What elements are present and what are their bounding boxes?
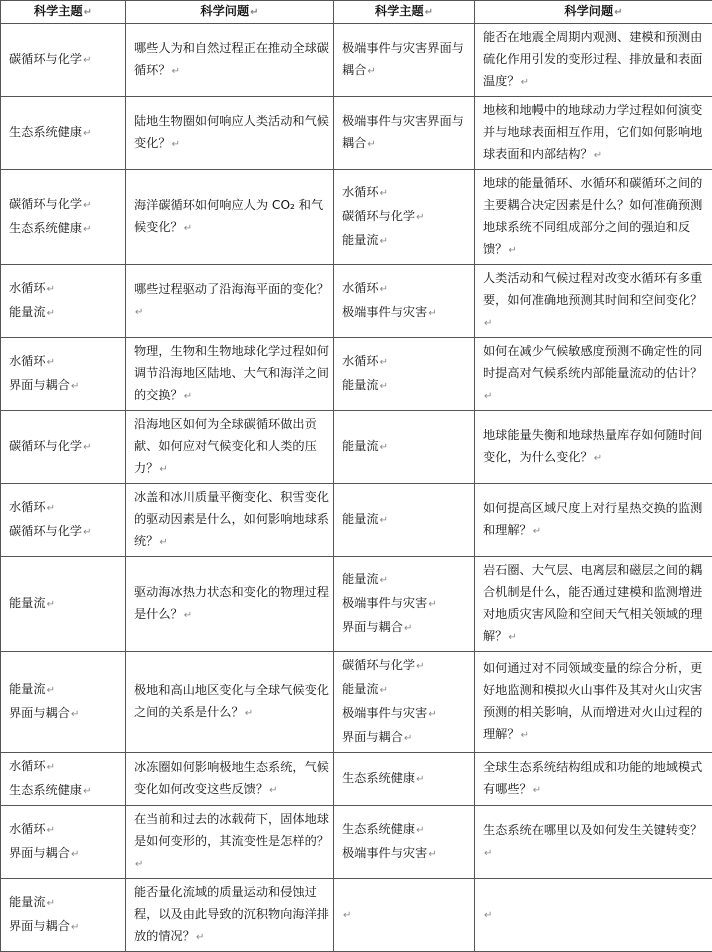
table-row (1, 411, 712, 484)
theme-cell-left (1, 879, 126, 952)
question-cell-right: 能否在地震全周期内观测、建模和预测由硫化作用引发的变形过程、排放量和表面温度？↵ (475, 24, 712, 97)
theme-label: 水循环↵ (9, 277, 121, 301)
question-cell-right: 地核和地幔中的地球动力学过程如何演变并与地球表面相互作用，它们如何影响地球表面和内部结构？↵ (475, 97, 712, 170)
theme-cell-right (334, 265, 475, 338)
header-question-2: 科学问题↵ (475, 1, 712, 24)
header-theme-2: 科学主题↵ (334, 1, 475, 24)
theme-label: 界面与耦合↵ (9, 915, 121, 939)
theme-cell-right (334, 753, 475, 806)
theme-cell-left (1, 484, 126, 557)
theme-label: 水循环↵ (342, 277, 470, 301)
question-cell-left: 哪些人为和自然过程正在推动全球碳循环？↵ (126, 24, 334, 97)
theme-cell-right (334, 97, 475, 170)
theme-label: 碳循环与化学↵ (9, 520, 121, 544)
theme-cell-left (1, 24, 126, 97)
theme-label: 界面与耦合↵ (9, 842, 121, 866)
theme-label: 极端事件与灾害↵ (342, 592, 470, 616)
theme-label: 极端事件与灾害↵ (342, 842, 470, 866)
theme-label: 能量流↵ (9, 678, 121, 702)
question-cell-left: 在当前和过去的冰载荷下，固体地球是如何变形的，其流变性是怎样的？↵ (126, 806, 334, 879)
table-row (1, 879, 712, 952)
theme-cell-left (1, 806, 126, 879)
theme-label: 界面与耦合↵ (342, 616, 470, 640)
question-cell-right: 如何通过对不同领域变量的综合分析，更好地监测和模拟火山事件及其对火山灾害预测的相关影响，从而增进对火山过程的理解？↵ (475, 652, 712, 753)
theme-label: 水循环↵ (9, 755, 121, 779)
theme-cell-right (334, 24, 475, 97)
theme-label: 水循环↵ (342, 181, 470, 205)
theme-cell-left (1, 411, 126, 484)
table-row (1, 652, 712, 753)
question-cell-right: 生态系统在哪里以及如何发生关键转变？↵ (475, 806, 712, 879)
question-cell-right: 地球能量失衡和地球热量库存如何随时间变化，为什么变化？↵ (475, 411, 712, 484)
theme-label: 能量流↵ (342, 508, 470, 532)
theme-cell-right (334, 557, 475, 652)
table-body (1, 24, 712, 952)
theme-label: 碳循环与化学↵ (9, 48, 121, 72)
table-row (1, 97, 712, 170)
theme-label: 生态系统健康↵ (9, 121, 121, 145)
theme-cell-left (1, 652, 126, 753)
theme-label: 碳循环与化学↵ (342, 205, 470, 229)
table-row (1, 753, 712, 806)
theme-cell-left (1, 338, 126, 411)
theme-cell-right (334, 806, 475, 879)
theme-cell-right (334, 652, 475, 753)
table-row (1, 484, 712, 557)
theme-label: 极端事件与灾害界面与耦合↵ (342, 110, 470, 156)
theme-cell-left (1, 557, 126, 652)
table-row (1, 338, 712, 411)
theme-label: 极端事件与灾害界面与耦合↵ (342, 37, 470, 83)
theme-label: 生态系统健康↵ (342, 767, 470, 791)
theme-label: 能量流↵ (342, 435, 470, 459)
question-cell-left: 冰冻圈如何影响极地生态系统，气候变化如何改变这些反馈？↵ (126, 753, 334, 806)
theme-cell-right: ↵ (334, 879, 475, 952)
theme-label: 水循环↵ (342, 350, 470, 374)
question-cell-right: 全球生态系统结构组成和功能的地域模式有哪些？↵ (475, 753, 712, 806)
theme-label: 碳循环与化学↵ (342, 654, 470, 678)
theme-label: 界面与耦合↵ (9, 702, 121, 726)
header-row (1, 1, 712, 24)
table-row (1, 24, 712, 97)
question-cell-left: 海洋碳循环如何响应人为 CO₂ 和气候变化？↵ (126, 170, 334, 265)
table-row (1, 170, 712, 265)
theme-cell-right (334, 484, 475, 557)
theme-label: 生态系统健康↵ (342, 818, 470, 842)
theme-label: 能量流↵ (9, 301, 121, 325)
theme-label: 能量流↵ (342, 374, 470, 398)
question-cell-left: 驱动海冰热力状态和变化的物理过程是什么？↵ (126, 557, 334, 652)
header-question-1: 科学问题↵ (126, 1, 334, 24)
theme-label: 碳循环与化学↵ (9, 435, 121, 459)
question-cell-left: 陆地生物圈如何响应人类活动和气候变化？↵ (126, 97, 334, 170)
theme-label: 极端事件与灾害↵ (342, 702, 470, 726)
question-cell-right: 人类活动和气候过程对改变水循环有多重要，如何准确地预测其时间和空间变化？↵ (475, 265, 712, 338)
theme-cell-right (334, 338, 475, 411)
theme-label: 能量流↵ (342, 229, 470, 253)
theme-label: 水循环↵ (9, 350, 121, 374)
theme-cell-left (1, 170, 126, 265)
theme-cell-right (334, 411, 475, 484)
theme-label: 生态系统健康↵ (9, 217, 121, 241)
question-cell-right: 岩石圈、大气层、电离层和磁层之间的耦合机制是什么，能否通过建模和监测增进对地质灾害风险和空间天气相关领域的理解？↵ (475, 557, 712, 652)
theme-label: 碳循环与化学↵ (9, 193, 121, 217)
theme-label: 极端事件与灾害↵ (342, 301, 470, 325)
question-cell-left: 哪些过程驱动了沿海海平面的变化？↵ (126, 265, 334, 338)
theme-label: 能量流↵ (342, 678, 470, 702)
theme-label: 界面与耦合↵ (9, 374, 121, 398)
question-cell-right: ↵ (475, 879, 712, 952)
theme-label: 水循环↵ (9, 496, 121, 520)
question-cell-left: 沿海地区如何为全球碳循环做出贡献、如何应对气候变化和人类的压力？↵ (126, 411, 334, 484)
header-theme-1: 科学主题↵ (1, 1, 126, 24)
question-cell-right: 如何在减少气候敏感度预测不确定性的同时提高对气候系统内部能量流动的估计？↵ (475, 338, 712, 411)
theme-label: 水循环↵ (9, 818, 121, 842)
question-cell-right: 如何提高区域尺度上对行星热交换的监测和理解？↵ (475, 484, 712, 557)
question-cell-left: 冰盖和冰川质量平衡变化、积雪变化的驱动因素是什么，如何影响地球系统？↵ (126, 484, 334, 557)
theme-cell-left (1, 97, 126, 170)
table-row (1, 557, 712, 652)
table-row (1, 265, 712, 338)
theme-label: 界面与耦合↵ (342, 726, 470, 750)
question-cell-left: 极地和高山地区变化与全球气候变化之间的关系是什么？↵ (126, 652, 334, 753)
question-cell-left: 能否量化流域的质量运动和侵蚀过程，以及由此导致的沉积物向海洋排放的情况？↵ (126, 879, 334, 952)
theme-label: 能量流↵ (9, 891, 121, 915)
theme-cell-left (1, 753, 126, 806)
theme-label: 能量流↵ (9, 592, 121, 616)
theme-cell-left (1, 265, 126, 338)
theme-label: 能量流↵ (342, 568, 470, 592)
table-row (1, 806, 712, 879)
theme-label: 生态系统健康↵ (9, 779, 121, 803)
theme-cell-right (334, 170, 475, 265)
question-cell-right: 地球的能量循环、水循环和碳循环之间的主要耦合决定因素是什么？如何准确预测地球系统不同组成部分之间的强迫和反馈？↵ (475, 170, 712, 265)
question-cell-left: 物理，生物和生物地球化学过程如何调节沿海地区陆地、大气和海洋之间的交换？↵ (126, 338, 334, 411)
